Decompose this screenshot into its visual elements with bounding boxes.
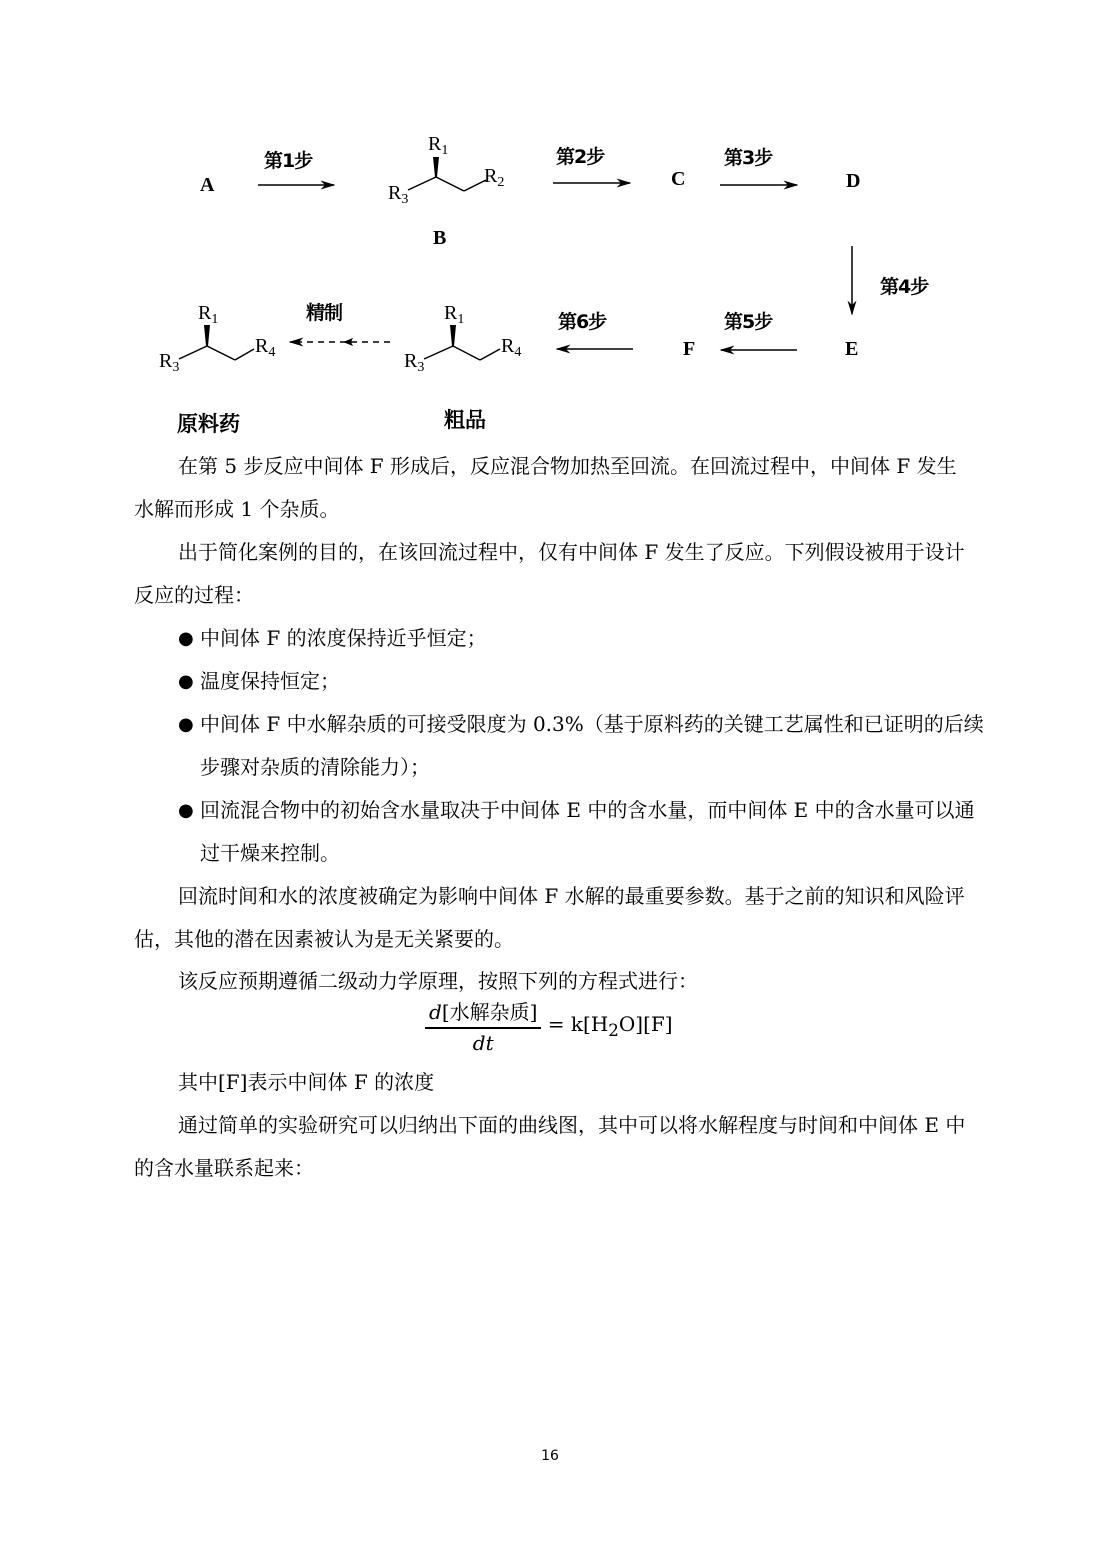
paragraph-5: 其中[F]表示中间体 F 的浓度 bbox=[178, 1070, 435, 1094]
b-r1: $R_1$ bbox=[428, 133, 449, 158]
node-e: E bbox=[845, 338, 859, 360]
b-r3: $R_3$ bbox=[388, 182, 409, 207]
equation-rhs: = $k[H_2O][F]$ bbox=[547, 1012, 673, 1040]
equation-fraction bbox=[425, 996, 541, 1055]
api-r1: $R_1$ bbox=[198, 302, 219, 327]
api-r3: $R_3$ bbox=[159, 350, 180, 375]
equation-denominator: dt bbox=[472, 1031, 494, 1055]
crude-molecule-bonds bbox=[424, 346, 500, 360]
page-number: 16 bbox=[541, 1448, 559, 1464]
bullet-item: ● 温度保持恒定； bbox=[178, 660, 990, 703]
step4-label: 第4步 bbox=[880, 276, 929, 298]
paragraph-4: 该反应预期遵循二级动力学原理，按照下列的方程式进行： bbox=[178, 969, 698, 993]
crude-r3: $R_3$ bbox=[404, 350, 425, 375]
node-a: A bbox=[200, 174, 215, 196]
step5-label: 第5步 bbox=[724, 311, 773, 333]
step1-label: 第1步 bbox=[264, 150, 313, 172]
node-d: D bbox=[846, 170, 861, 192]
equation-numerator: d[水解杂质] bbox=[425, 996, 541, 1029]
crude-r4: $R_4$ bbox=[501, 335, 522, 360]
paragraph-3: 回流时间和水的浓度被确定为影响中间体 F 水解的最重要参数。基于之前的知识和风险评估，其他的潜在因素被认为是无关紧要的。 bbox=[134, 884, 965, 951]
api-molecule-wedge bbox=[204, 325, 210, 346]
crude-caption: 粗品 bbox=[444, 408, 486, 432]
molecule-b-bonds bbox=[408, 177, 486, 191]
b-r2: $R_2$ bbox=[484, 165, 505, 190]
bullet-item: ● 中间体 F 中水解杂质的可接受限度为 0.3%（基于原料药的关键工艺属性和已证明的后续步骤对杂质的清除能力）； bbox=[178, 703, 990, 789]
crude-molecule-wedge bbox=[450, 325, 456, 346]
node-c: C bbox=[671, 168, 686, 190]
bullet-icon: ● bbox=[178, 628, 194, 649]
node-b: B bbox=[433, 227, 447, 249]
refine-label: 精制 bbox=[306, 302, 343, 324]
api-caption: 原料药 bbox=[177, 412, 240, 436]
paragraph-6: 通过简单的实验研究可以归纳出下面的曲线图，其中可以将水解程度与时间和中间体 E 中的含水量联系起来： bbox=[134, 1113, 966, 1180]
bullet-icon: ● bbox=[178, 800, 194, 821]
node-f: F bbox=[683, 338, 696, 360]
crude-r1: $R_1$ bbox=[444, 302, 465, 327]
api-r4: $R_4$ bbox=[255, 335, 276, 360]
bullet-item: ● 回流混合物中的初始含水量取决于中间体 E 中的含水量，而中间体 E 中的含水量可以通过干燥来控制。 bbox=[178, 789, 990, 875]
paragraph-2: 出于简化案例的目的，在该回流过程中，仅有中间体 F 发生了反应。下列假设被用于设计反应的过程： bbox=[134, 540, 965, 607]
bullet-icon: ● bbox=[178, 671, 194, 692]
step3-label: 第3步 bbox=[724, 147, 773, 169]
step6-label: 第6步 bbox=[558, 311, 607, 333]
bullet-item: ● 中间体 F 的浓度保持近乎恒定； bbox=[178, 617, 990, 660]
bullet-icon: ● bbox=[178, 714, 194, 735]
paragraph-1: 在第 5 步反应中间体 F 形成后，反应混合物加热至回流。在回流过程中，中间体 F 发生水解而形成 1 个杂质。 bbox=[134, 454, 957, 521]
step2-label: 第2步 bbox=[556, 146, 605, 168]
api-molecule-bonds bbox=[179, 346, 254, 360]
molecule-b-wedge bbox=[433, 157, 439, 177]
rate-equation bbox=[425, 996, 673, 1055]
